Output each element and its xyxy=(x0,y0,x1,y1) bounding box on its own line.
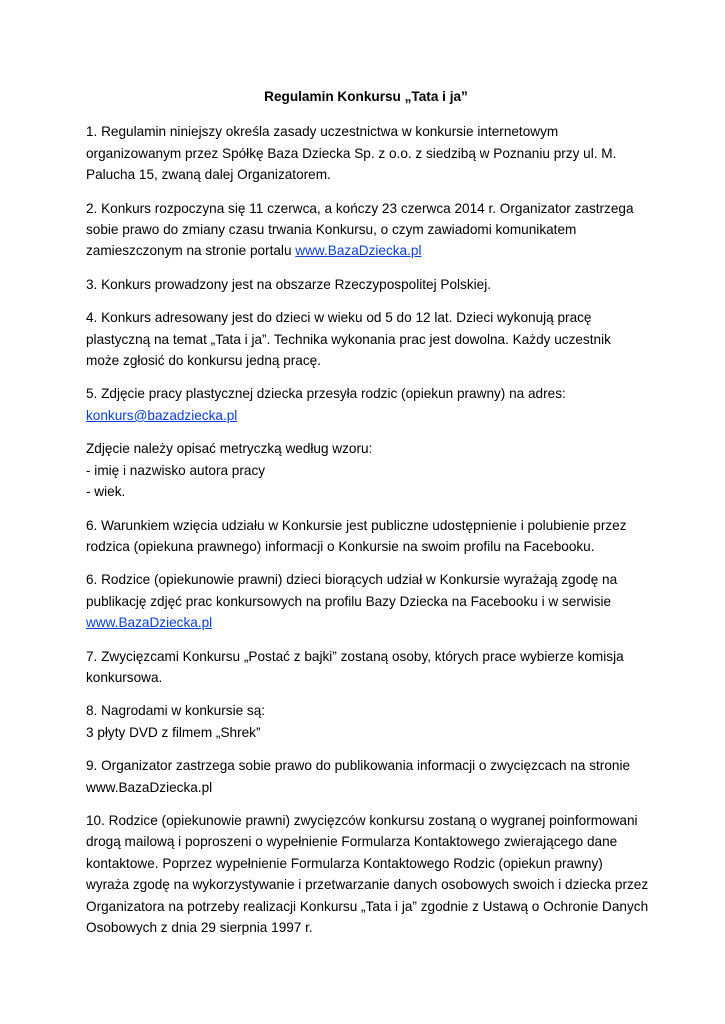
paragraph-line: sobie prawo do zmiany czasu trwania Konkursu, o czym zawiadomi komunikatem xyxy=(86,222,577,238)
paragraph-line xyxy=(86,405,646,426)
paragraph-line: wyraża zgodę na wykorzystywanie i przetwarzanie danych osobowych swoich i dziecka przez xyxy=(86,877,649,893)
paragraph-line: Organizatora na potrzeby realizacji Konkursu „Tata i ja” zgodnie z Ustawą o Ochronie Danych xyxy=(86,898,649,914)
paragraph-text: zamieszczonym na stronie portalu xyxy=(86,243,296,259)
paragraph-line: 6. Warunkiem wzięcia udziału w Konkursie jest publiczne udostępnienie i polubienie przez xyxy=(86,517,627,533)
paragraph-10 xyxy=(86,755,646,798)
paragraph-line: plastyczną na temat „Tata i ja”. Technika wykonania prac jest dowolna. Każdy uczestnik xyxy=(86,331,611,347)
portal-link[interactable]: www.BazaDziecka.pl xyxy=(295,243,422,259)
paragraph-line: 10. Rodzice (opiekunowie prawni) zwycięzców konkursu zostaną o wygranej poinformowani xyxy=(86,812,638,828)
paragraph-8 xyxy=(86,646,646,689)
paragraph-2 xyxy=(86,198,646,262)
paragraph-line: 3 płyty DVD z filmem „Shrek” xyxy=(86,724,261,740)
paragraph-line: 6. Rodzice (opiekunowie prawni) dzieci biorących udział w Konkursie wyrażają zgodę na xyxy=(86,572,618,588)
paragraph-9 xyxy=(86,700,646,743)
paragraph-1 xyxy=(86,121,646,185)
paragraph-line xyxy=(86,240,646,261)
paragraph-line: Zdjęcie należy opisać metryczką według wzoru: xyxy=(86,441,373,457)
paragraph-4 xyxy=(86,307,646,371)
paragraph-line: może zgłosić do konkursu jedną pracę. xyxy=(86,353,321,369)
paragraph-line xyxy=(86,612,646,633)
document-page xyxy=(86,86,649,950)
paragraph-line: 3. Konkurs prowadzony jest na obszarze Rzeczypospolitej Polskiej. xyxy=(86,276,491,292)
paragraph-line: Osobowych z dnia 29 sierpnia 1997 r. xyxy=(86,920,313,935)
paragraph-5 xyxy=(86,383,646,426)
paragraph-line: organizowanym przez Spółkę Baza Dziecka Sp. z o.o. z siedzibą w Poznaniu przy ul. M. xyxy=(86,145,617,161)
paragraph-line: konkursowa. xyxy=(86,669,163,685)
paragraph-line: 5. Zdjęcie pracy plastycznej dziecka przesyła rodzic (opiekun prawny) na adres: xyxy=(86,386,566,402)
paragraph-3 xyxy=(86,274,646,295)
list-item: - wiek. xyxy=(86,484,126,500)
paragraph-line: 9. Organizator zastrzega sobie prawo do publikowania informacji o zwycięzcach na stronie xyxy=(86,758,631,774)
paragraph-line: publikację zdjęć prac konkursowych na profilu Bazy Dziecka na Facebooku i w serwisie xyxy=(86,593,612,609)
paragraph-line: www.BazaDziecka.pl xyxy=(86,779,213,795)
paragraph-11 xyxy=(86,810,649,938)
list-item: - imię i nazwisko autora pracy xyxy=(86,462,266,478)
paragraph-7 xyxy=(86,569,646,633)
paragraph-line: rodzica (opiekuna prawnego) informacji o Konkursie na swoim profilu na Facebooku. xyxy=(86,538,595,554)
paragraph-line: 2. Konkurs rozpoczyna się 11 czerwca, a kończy 23 czerwca 2014 r. Organizator zastrzega xyxy=(86,200,634,216)
paragraph-line: 1. Regulamin niniejszy określa zasady uczestnictwa w konkursie internetowym xyxy=(86,124,559,140)
paragraph-line: Palucha 15, zwaną dalej Organizatorem. xyxy=(86,167,331,183)
paragraph-line: kontaktowe. Poprzez wypełnienie Formularza Kontaktowego Rodzic (opiekun prawny) xyxy=(86,855,603,871)
paragraph-line: 4. Konkurs adresowany jest do dzieci w wieku od 5 do 12 lat. Dzieci wykonują pracę xyxy=(86,310,592,326)
paragraph-5b xyxy=(86,438,646,502)
paragraph-line: drogą mailową i poproszeni o wypełnienie Formularza Kontaktowego zwierającego dane xyxy=(86,834,618,850)
paragraph-line: 7. Zwycięzcami Konkursu „Postać z bajki” zostaną osoby, których prace wybierze komisja xyxy=(86,648,624,664)
portal-link[interactable]: www.BazaDziecka.pl xyxy=(86,615,213,631)
paragraph-line: 8. Nagrodami w konkursie są: xyxy=(86,703,266,719)
email-link[interactable]: konkurs@bazadziecka.pl xyxy=(86,407,238,423)
paragraph-6 xyxy=(86,515,646,558)
document-title: Regulamin Konkursu „Tata i ja” xyxy=(264,89,468,104)
